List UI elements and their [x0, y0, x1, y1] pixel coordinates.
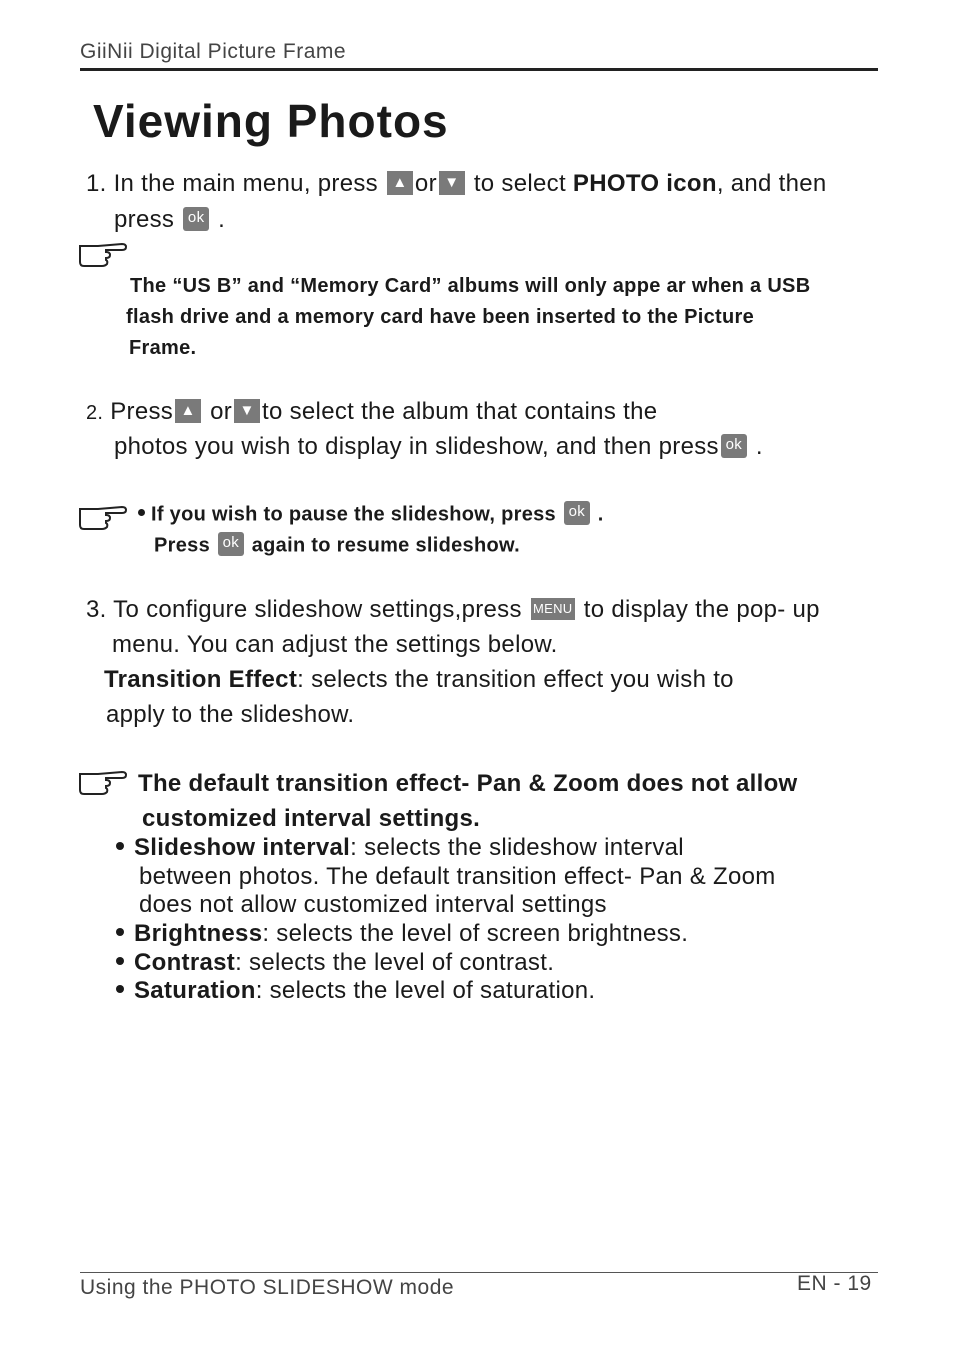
pointing-hand-icon [78, 768, 128, 796]
step1-line1: 1. In the main menu, press ▲ or ▼ to select PHOTO icon, and then [86, 170, 827, 197]
footer-rule [80, 1272, 878, 1273]
bullet-icon [116, 985, 124, 993]
running-header: GiiNii Digital Picture Frame [80, 40, 347, 63]
bullet-continuation: between photos. The default transition effect- Pan & Zoom [139, 863, 776, 890]
down-arrow-key-icon: ▼ [439, 171, 465, 195]
ok-key-icon: ok [218, 532, 244, 556]
bullet-contrast: Contrast: selects the level of contrast. [116, 949, 554, 977]
bullet-saturation: Saturation: selects the level of saturation. [116, 977, 595, 1005]
note3-line2: customized interval settings. [142, 805, 481, 832]
ok-key-icon: ok [721, 434, 747, 458]
step3-line1: 3. To configure slideshow settings,press MENU to display the pop- up [86, 596, 820, 623]
note3-line1: The default transition effect- Pan & Zoom does not allow [138, 770, 798, 797]
down-arrow-key-icon: ▼ [234, 399, 260, 423]
ok-key-icon: ok [183, 207, 209, 231]
step3-line2: menu. You can adjust the settings below. [112, 631, 558, 658]
page-title: Viewing Photos [93, 95, 449, 147]
page-number: EN - 19 [797, 1272, 872, 1295]
bullet-icon [116, 842, 124, 850]
footer-section-title: Using the PHOTO SLIDESHOW mode [80, 1276, 455, 1299]
note1-line1: The “US B” and “Memory Card” albums will only appe ar when a USB [130, 275, 811, 297]
pointing-hand-icon [78, 240, 128, 268]
ok-key-icon: ok [564, 501, 590, 525]
menu-key-icon: MENU [531, 598, 575, 620]
note2-line1: If you wish to pause the slideshow, press ok . [138, 503, 604, 527]
bullet-icon [138, 509, 145, 516]
up-arrow-key-icon: ▲ [387, 171, 413, 195]
header-rule [80, 68, 878, 71]
step3-line4: apply to the slideshow. [106, 701, 355, 728]
step2-line2: photos you wish to display in slideshow, and then press ok . [114, 433, 763, 460]
step3-line3: Transition Effect: selects the transition effect you wish to [104, 666, 734, 693]
bullet-icon [116, 928, 124, 936]
up-arrow-key-icon: ▲ [175, 399, 201, 423]
step1-line2: press ok . [114, 206, 226, 233]
bullet-continuation: does not allow customized interval settings [139, 891, 607, 918]
bullet-brightness: Brightness: selects the level of screen brightness. [116, 920, 688, 948]
note2-line2: Press ok again to resume slideshow. [154, 534, 520, 557]
bullet-icon [116, 957, 124, 965]
note1-line3: Frame. [129, 337, 197, 359]
note1-line2: flash drive and a memory card have been inserted to the Picture [126, 306, 754, 328]
step2-line1: 2. Press ▲ or ▼ to select the album that contains the [86, 398, 658, 425]
bullet-slideshow-interval: Slideshow interval: selects the slideshow interval [116, 834, 684, 862]
pointing-hand-icon [78, 503, 128, 531]
